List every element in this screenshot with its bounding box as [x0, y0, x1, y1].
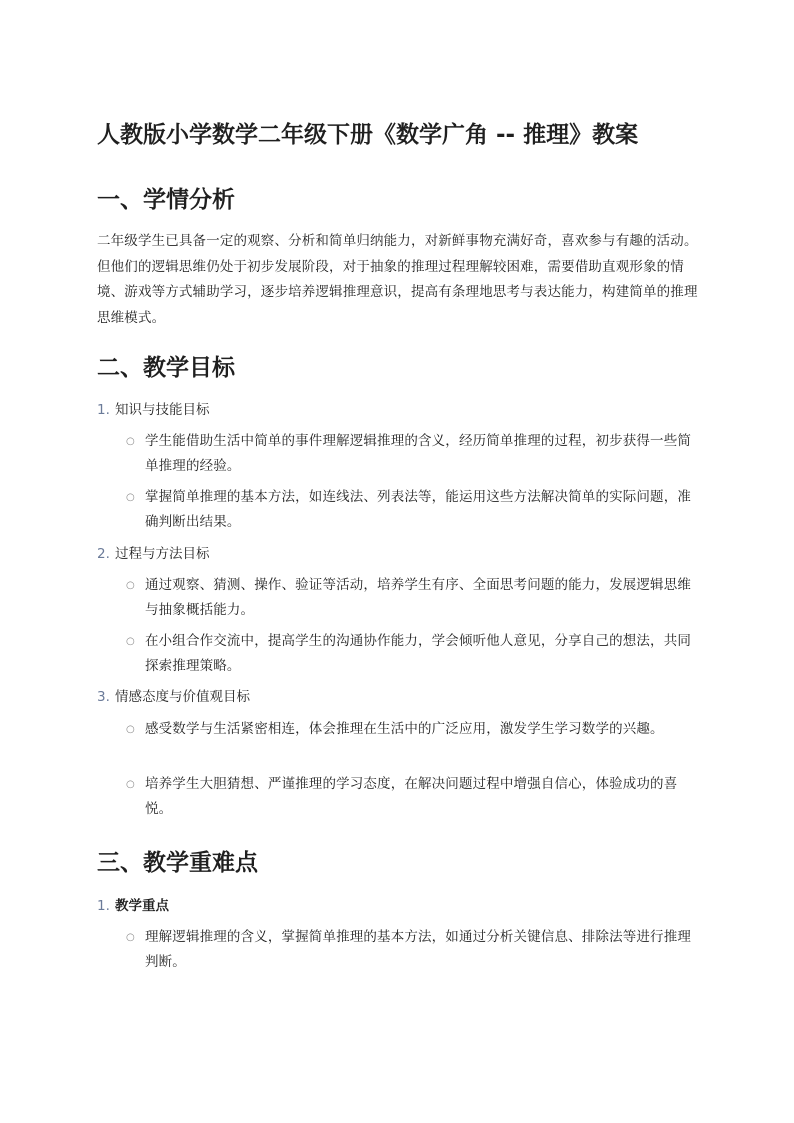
list-item: ○ 在小组合作交流中，提高学生的沟通协作能力，学会倾听他人意见，分享自己的想法，共同探索推理策略。	[126, 629, 696, 679]
list-item: ○ 培养学生大胆猜想、严谨推理的学习态度，在解决问题过程中增强自信心，体验成功的喜悦。	[126, 772, 696, 822]
objective-item-2	[97, 543, 210, 565]
list-number: 1.	[97, 402, 110, 418]
list-item: ○ 理解逻辑推理的含义，掌握简单推理的基本方法，如通过分析关键信息、排除法等进行推理判断。	[126, 925, 696, 975]
list-number: 1.	[97, 898, 110, 914]
bullet-circle-icon: ○	[126, 636, 135, 647]
document-title: 人教版小学数学二年级下册《数学广角 -- 推理》教案	[97, 122, 639, 148]
bullet-circle-icon: ○	[126, 724, 135, 735]
list-number: 2.	[97, 546, 110, 562]
objective-label: 知识与技能目标	[115, 402, 210, 418]
bullet-circle-icon: ○	[126, 932, 135, 943]
section-heading-key-difficult-points: 三、教学重难点	[97, 850, 258, 876]
key-point-label: 教学重点	[115, 898, 169, 914]
bullet-circle-icon: ○	[126, 580, 135, 591]
learning-analysis-paragraph: 二年级学生已具备一定的观察、分析和简单归纳能力，对新鲜事物充满好奇，喜欢参与有趣的活动。但他们的逻辑思维仍处于初步发展阶段，对于抽象的推理过程理解较困难，需要借助直观形象的情境、游戏等方式辅助学习，逐步培养逻辑推理意识，提高有条理地思考与表达能力，构建简单的推理思维模式。	[97, 233, 698, 326]
objective-label: 情感态度与价值观目标	[115, 689, 250, 705]
list-item: ○ 掌握简单推理的基本方法，如连线法、列表法等，能运用这些方法解决简单的实际问题，准确判断出结果。	[126, 485, 696, 535]
list-number: 3.	[97, 689, 110, 705]
list-item: ○ 学生能借助生活中简单的事件理解逻辑推理的含义，经历简单推理的过程，初步获得一些简单推理的经验。	[126, 429, 696, 479]
key-point-item-1	[97, 895, 169, 917]
bullet-circle-icon: ○	[126, 779, 135, 790]
bullet-circle-icon: ○	[126, 492, 135, 503]
section-heading-teaching-objectives: 二、教学目标	[97, 355, 235, 381]
list-item: ○ 通过观察、猜测、操作、验证等活动，培养学生有序、全面思考问题的能力，发展逻辑思维与抽象概括能力。	[126, 573, 696, 623]
list-item: ○ 感受数学与生活紧密相连，体会推理在生活中的广泛应用，激发学生学习数学的兴趣。	[126, 717, 696, 742]
bullet-circle-icon: ○	[126, 436, 135, 447]
section-heading-learning-analysis: 一、学情分析	[97, 187, 235, 213]
objective-item-1	[97, 399, 210, 421]
objective-label: 过程与方法目标	[115, 546, 210, 562]
objective-item-3	[97, 686, 250, 708]
